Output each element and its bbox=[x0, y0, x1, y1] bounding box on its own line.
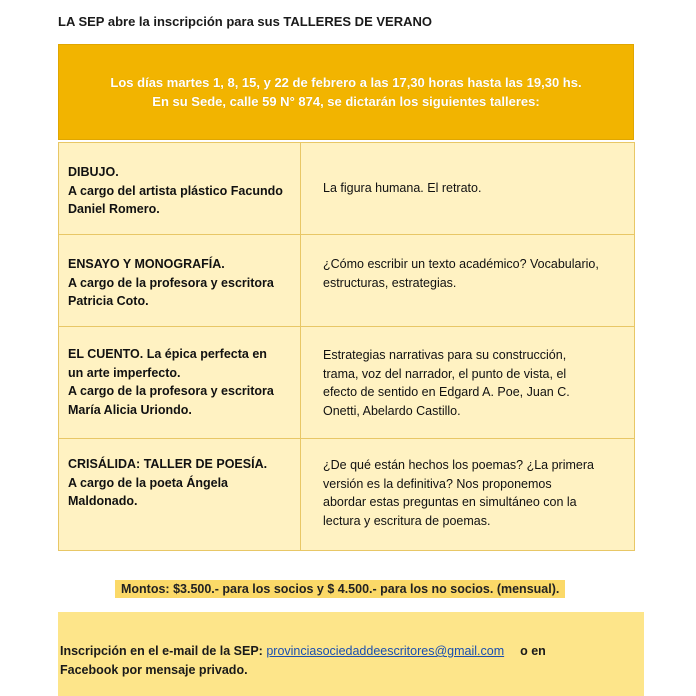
table-row bbox=[59, 235, 635, 327]
cell-line: A cargo de la poeta Ángela bbox=[68, 475, 228, 490]
cell-line: Patricia Coto. bbox=[68, 294, 149, 308]
cell-line: A cargo del artista plástico Facundo bbox=[68, 183, 283, 198]
cell-line: DIBUJO. bbox=[68, 165, 119, 179]
table-row bbox=[59, 327, 635, 439]
cell-line: María Alicia Uriondo. bbox=[68, 402, 192, 417]
registration-line-2: Facebook por mensaje privado. bbox=[60, 663, 248, 677]
cell-line: trama, voz del narrador, el punto de vista, el bbox=[323, 366, 567, 381]
cell-line: A cargo de la profesora y escritora bbox=[68, 384, 274, 398]
cell-line: Estrategias narrativas para su construcción, bbox=[323, 348, 567, 362]
cell-line: CRISÁLIDA: TALLER DE POESÍA. bbox=[68, 457, 268, 471]
workshop-title-cell bbox=[59, 327, 301, 439]
workshop-description-cell bbox=[301, 143, 635, 235]
cell-line: estructuras, estrategias. bbox=[323, 275, 457, 290]
workshop-title-cell bbox=[59, 143, 301, 235]
cell-line: versión es la definitiva? Nos proponemos bbox=[323, 476, 552, 491]
registration-box bbox=[58, 612, 644, 696]
registration-line-1 bbox=[60, 642, 634, 661]
table-row bbox=[59, 439, 635, 551]
cell-line: lectura y escritura de poemas. bbox=[323, 513, 491, 528]
cell-line: Onetti, Abelardo Castillo. bbox=[323, 403, 461, 418]
registration-prefix: Inscripción en el e-mail de la SEP: bbox=[60, 644, 267, 658]
cell-line: un arte imperfecto. bbox=[68, 365, 181, 380]
fees-line: Montos: $3.500.- para los socios y $ 4.500.- para los no socios. (mensual). bbox=[115, 580, 565, 598]
workshop-description-cell bbox=[301, 235, 635, 327]
banner-line-2: En su Sede, calle 59 N° 874, se dictarán los siguientes talleres: bbox=[152, 94, 540, 109]
page-heading: LA SEP abre la inscripción para sus TALLERES DE VERANO bbox=[58, 14, 432, 29]
workshop-description-cell bbox=[301, 439, 635, 551]
cell-line: ¿De qué están hechos los poemas? ¿La primera bbox=[323, 458, 594, 472]
workshop-title-cell bbox=[59, 439, 301, 551]
cell-line: ¿Cómo escribir un texto académico? Vocabulario, bbox=[323, 257, 599, 271]
cell-line: A cargo de la profesora y escritora bbox=[68, 275, 274, 290]
cell-line: La figura humana. El retrato. bbox=[323, 181, 482, 195]
cell-line: abordar estas preguntas en simultáneo con la bbox=[323, 495, 577, 509]
cell-line: EL CUENTO. La épica perfecta en bbox=[68, 347, 267, 361]
cell-line: efecto de sentido en Edgard A. Poe, Juan C. bbox=[323, 385, 570, 399]
cell-line: Maldonado. bbox=[68, 494, 138, 508]
table-row bbox=[59, 143, 635, 235]
workshop-description-cell bbox=[301, 327, 635, 439]
schedule-banner bbox=[58, 44, 634, 140]
cell-line: ENSAYO Y MONOGRAFÍA. bbox=[68, 257, 225, 271]
registration-suffix: o en bbox=[520, 644, 546, 658]
banner-line-1: Los días martes 1, 8, 15, y 22 de febrero a las 17,30 horas hasta las 19,30 hs. bbox=[110, 75, 582, 90]
workshop-title-cell bbox=[59, 235, 301, 327]
workshops-table bbox=[58, 142, 635, 551]
cell-line: Daniel Romero. bbox=[68, 202, 160, 216]
email-link[interactable]: provinciasociedaddeescritores@gmail.com bbox=[266, 644, 505, 658]
